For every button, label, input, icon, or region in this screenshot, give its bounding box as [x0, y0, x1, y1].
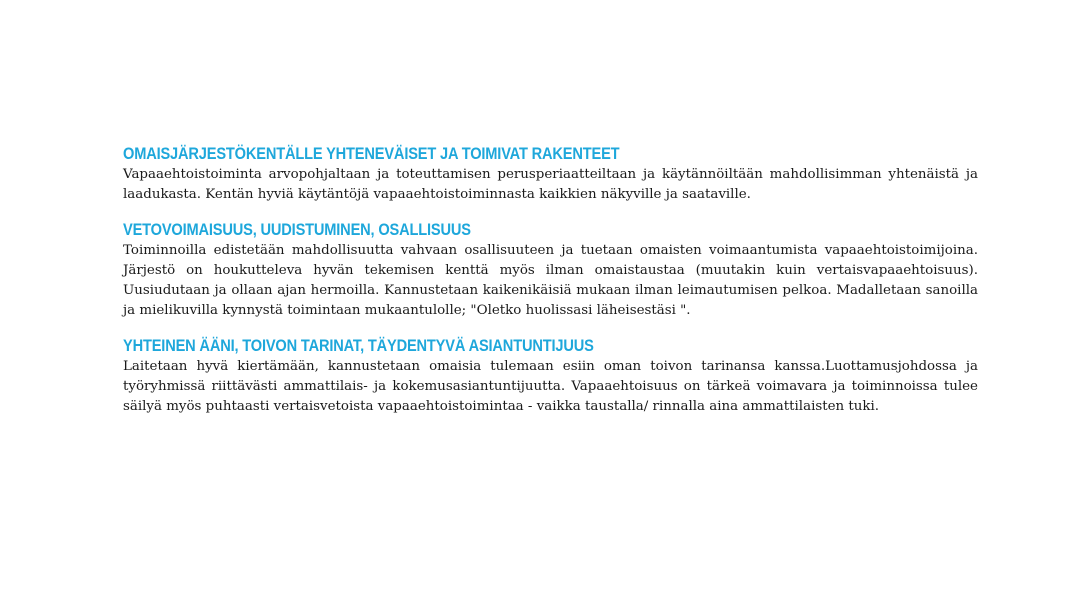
section-common-voice [123, 335, 978, 417]
section-heading: VETOVOIMAISUUS, UUDISTUMINEN, OSALLISUUS [123, 220, 471, 239]
section-heading: YHTEINEN ÄÄNI, TOIVON TARINAT, TÄYDENTYVÄ ASIANTUNTIJUUS [123, 336, 594, 355]
section-paragraph: Vapaaehtoistoiminta arvopohjaltaan ja toteuttamisen perusperiaatteiltaan ja käytännöiltään mahdollisimman yhtenäistä ja laadukasta. Kentän hyviä käytäntöjä vapaaehtoistoiminnasta kaikkien näkyville ja saataville. [123, 167, 978, 202]
section-paragraph: Laitetaan hyvä kiertämään, kannustetaan omaisia tulemaan esiin oman toivon tarinansa kanssa.Luottamusjohdossa ja työryhmissä riittävästi ammattilais- ja kokemusasiantuntijuutta. Vapaaehtoisuus on tärkeä voimavara ja toiminnoissa tulee säilyä myös puhtaasti vertaisvetoista vapaaehtoistoimintaa - vaikka taustalla/ rinnalla aina ammattilaisten tuki. [123, 359, 978, 414]
section-paragraph: Toiminnoilla edistetään mahdollisuutta vahvaan osallisuuteen ja tuetaan omaisten voimaantumista vapaaehtoistoimijoina. Järjestö on houkutteleva hyvän tekemisen kenttä myös ilman omaistaustaa (muutakin kuin vertaisvapaaehtoisuus). Uusiudutaan ja ollaan ajan hermoilla. Kannustetaan kaikenikäisiä mukaan ilman leimautumisen pelkoa. Madalletaan sanoilla ja mielikuvilla kynnystä toimintaan mukaantulolle; "Oletko huolissasi läheisestäsi ". [123, 243, 978, 318]
section-attractiveness [123, 219, 978, 321]
section-heading: OMAISJÄRJESTÖKENTÄLLE YHTENEVÄISET JA TOIMIVAT RAKENTEET [123, 144, 620, 163]
section-structures [123, 143, 978, 205]
document-body [123, 143, 978, 431]
